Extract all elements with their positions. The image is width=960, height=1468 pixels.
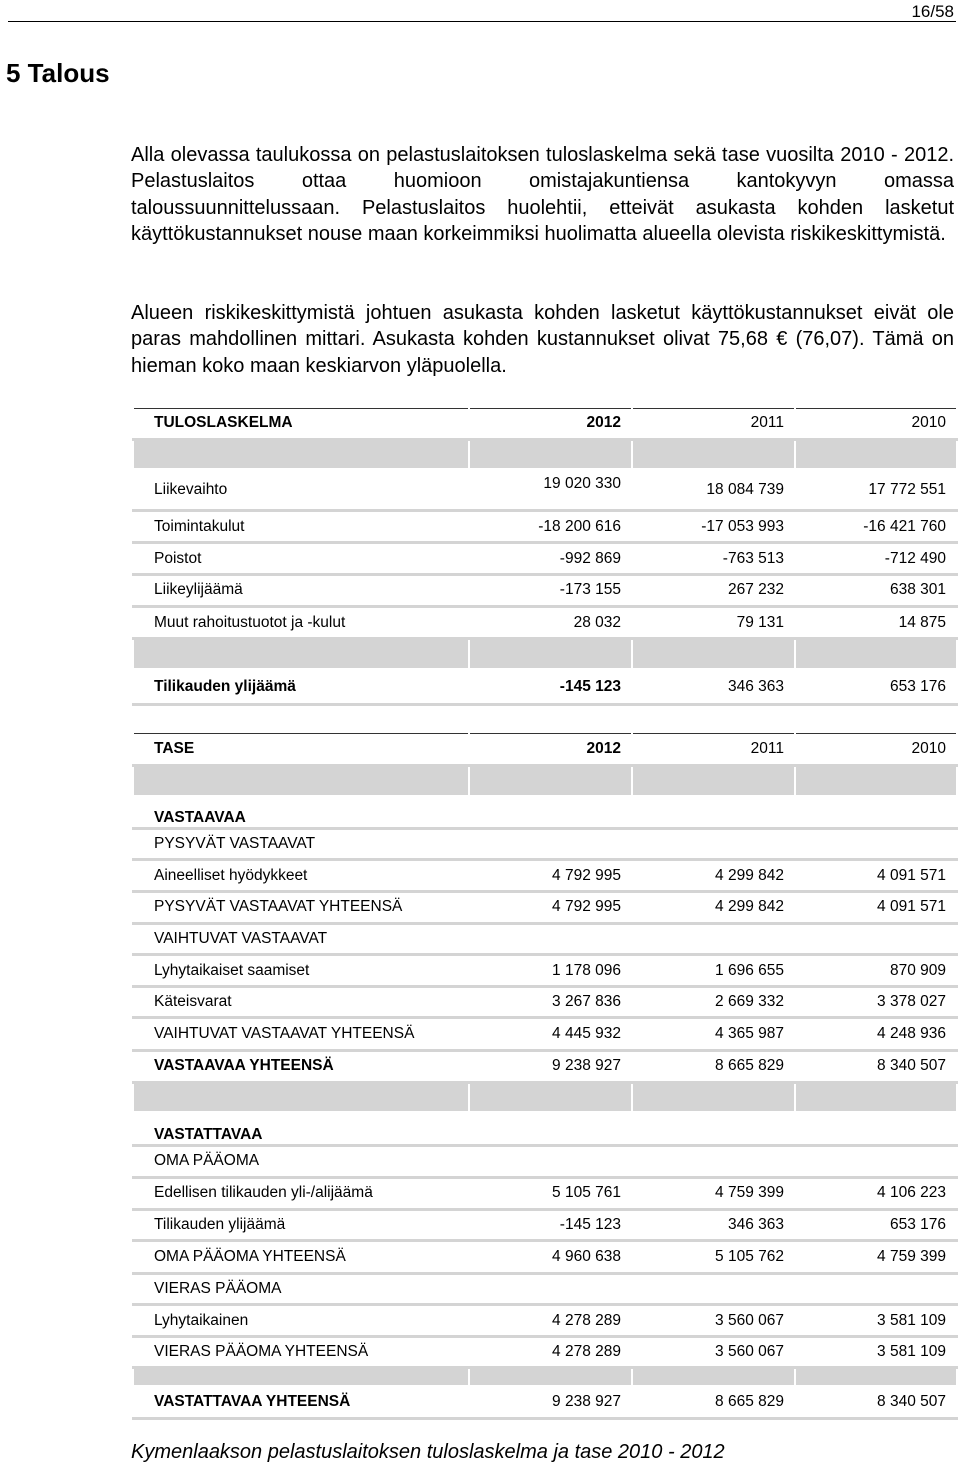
cell-2012: -173 155: [469, 574, 632, 606]
row-label: Toimintakulut: [133, 511, 469, 543]
table-header-cell: 2012: [469, 409, 632, 440]
cell-2012: 4 792 995: [469, 860, 632, 892]
total-row: [133, 1050, 957, 1082]
row-label: Lyhytaikaiset saamiset: [133, 954, 469, 986]
row-label: Tilikauden ylijäämä: [133, 1210, 469, 1241]
total-row: [133, 1386, 957, 1418]
row-label: VASTATTAVAA YHTEENSÄ: [133, 1386, 469, 1418]
spacer-row: [133, 639, 957, 670]
row-label: OMA PÄÄOMA YHTEENSÄ: [133, 1241, 469, 1273]
cell-2010: 4 248 936: [795, 1018, 957, 1050]
row-label: Käteisvarat: [133, 987, 469, 1018]
cell-2011: 79 131: [632, 606, 795, 639]
cell-2012: 9 238 927: [469, 1386, 632, 1418]
cell-2010: -712 490: [795, 543, 957, 575]
cell-2012: 9 238 927: [469, 1050, 632, 1082]
cell-2010: 653 176: [795, 1210, 957, 1241]
cell-2011: 18 084 739: [632, 470, 795, 511]
table-row: [133, 543, 957, 575]
cell-2012: 4 445 932: [469, 1018, 632, 1050]
row-label: VASTAAVAA: [133, 796, 469, 828]
table-row: [133, 987, 957, 1018]
cell-2010: 4 091 571: [795, 892, 957, 923]
table-row: [133, 1304, 957, 1336]
row-label: Aineelliset hyödykkeet: [133, 860, 469, 892]
table-header-row: [133, 409, 957, 440]
page-number: 16/58: [911, 2, 954, 21]
row-label: VASTATTAVAA: [133, 1113, 469, 1145]
table-row: [133, 860, 957, 892]
income-statement-table: [132, 408, 958, 706]
table-header-cell: 2012: [469, 734, 632, 766]
cell-2012: 4 960 638: [469, 1241, 632, 1273]
table-row: [133, 954, 957, 986]
subsection-title-row: [133, 828, 957, 859]
cell-2011: 4 365 987: [632, 1018, 795, 1050]
cell-2011: 4 299 842: [632, 860, 795, 892]
row-label: VAIHTUVAT VASTAAVAT: [133, 923, 469, 954]
cell-2010: 3 581 109: [795, 1337, 957, 1368]
subtotal-row: [133, 1337, 957, 1368]
subsection-title-row: [133, 1145, 957, 1177]
cell-2010: 14 875: [795, 606, 957, 639]
spacer-row: [133, 1083, 957, 1113]
cell-2012: 28 032: [469, 606, 632, 639]
row-label: Tilikauden ylijäämä: [133, 670, 469, 705]
cell-2011: 4 759 399: [632, 1177, 795, 1209]
cell-2010: 3 378 027: [795, 987, 957, 1018]
table-row: [133, 1210, 957, 1241]
cell-2011: 2 669 332: [632, 987, 795, 1018]
row-label: Muut rahoitustuotot ja -kulut: [133, 606, 469, 639]
spacer-row: [133, 1368, 957, 1386]
cell-2012: -145 123: [469, 1210, 632, 1241]
row-label: VIERAS PÄÄOMA YHTEENSÄ: [133, 1337, 469, 1368]
cell-2010: 4 091 571: [795, 860, 957, 892]
balance-sheet-table: [132, 733, 958, 1420]
section-title-row: [133, 1113, 957, 1145]
spacer-row: [133, 766, 957, 796]
table-header-cell: 2010: [795, 734, 957, 766]
cell-2012: 3 267 836: [469, 987, 632, 1018]
row-label: Liikevaihto: [133, 470, 469, 511]
row-label: Poistot: [133, 543, 469, 575]
subtotal-row: [133, 1018, 957, 1050]
cell-2011: 346 363: [632, 670, 795, 705]
cell-2010: 8 340 507: [795, 1050, 957, 1082]
table-header-row: [133, 734, 957, 766]
cell-2012: -18 200 616: [469, 511, 632, 543]
cell-2011: 267 232: [632, 574, 795, 606]
table-header-cell: 2011: [632, 734, 795, 766]
cell-2012: 4 792 995: [469, 892, 632, 923]
cell-2010: -16 421 760: [795, 511, 957, 543]
spacer-row: [133, 439, 957, 470]
cell-2010: 3 581 109: [795, 1304, 957, 1336]
cell-2012: 4 278 289: [469, 1337, 632, 1368]
cell-2011: 5 105 762: [632, 1241, 795, 1273]
cell-2010: 17 772 551: [795, 470, 957, 511]
cell-2011: -17 053 993: [632, 511, 795, 543]
table-row: [133, 511, 957, 543]
table-header-cell: TASE: [133, 734, 469, 766]
cell-2011: 1 696 655: [632, 954, 795, 986]
cell-2012: 5 105 761: [469, 1177, 632, 1209]
table-row: [133, 470, 957, 511]
cell-2010: 8 340 507: [795, 1386, 957, 1418]
row-label: Edellisen tilikauden yli-/alijäämä: [133, 1177, 469, 1209]
cell-2012: -992 869: [469, 543, 632, 575]
subsection-title-row: [133, 1273, 957, 1304]
table-header-cell: 2011: [632, 409, 795, 440]
cell-2012: 19 020 330: [469, 470, 632, 511]
section-heading: 5 Talous: [6, 58, 110, 88]
table-caption: Kymenlaakson pelastuslaitoksen tuloslaskelma ja tase 2010 - 2012: [131, 1441, 725, 1463]
row-label: VIERAS PÄÄOMA: [133, 1273, 469, 1304]
cell-2010: 4 759 399: [795, 1241, 957, 1273]
cell-2010: 638 301: [795, 574, 957, 606]
row-label: OMA PÄÄOMA: [133, 1145, 469, 1177]
row-label: VASTAAVAA YHTEENSÄ: [133, 1050, 469, 1082]
cell-2011: 4 299 842: [632, 892, 795, 923]
subtotal-row: [133, 1241, 957, 1273]
cell-2011: 3 560 067: [632, 1337, 795, 1368]
cell-2012: 4 278 289: [469, 1304, 632, 1336]
row-label: Liikeylijäämä: [133, 574, 469, 606]
cost-paragraph: Alueen riskikeskittymistä johtuen asukasta kohden lasketut käyttökustannukset eivät ole paras mahdollinen mittari. Asukasta kohden kustannukset olivat 75,68 € (76,07). Tämä on hieman koko maan keskiarvon yläpuolella.: [131, 302, 954, 377]
table-row: [133, 1177, 957, 1209]
cell-2010: 653 176: [795, 670, 957, 705]
intro-paragraph: Alla olevassa taulukossa on pelastuslaitoksen tuloslaskelma sekä tase vuosilta 2010 - 2012. Pelastuslaitos ottaa huomioon omistajakuntiensa kantokyvyn omassa taloussuunnittelussaan. Pelastuslaitos huolehtii, etteivät asukasta kohden lasketut käyttökustannukset nouse maan korkeimmiksi huolimatta alueella olevista riskikeskittymistä.: [131, 144, 954, 245]
cell-2010: 870 909: [795, 954, 957, 986]
row-label: VAIHTUVAT VASTAAVAT YHTEENSÄ: [133, 1018, 469, 1050]
table-row: [133, 606, 957, 639]
cell-2012: 1 178 096: [469, 954, 632, 986]
cell-2012: -145 123: [469, 670, 632, 705]
cell-2011: 8 665 829: [632, 1050, 795, 1082]
subsection-title-row: [133, 923, 957, 954]
cell-2011: 346 363: [632, 1210, 795, 1241]
row-label: PYSYVÄT VASTAAVAT: [133, 828, 469, 859]
header-rule: [8, 21, 956, 22]
row-label: Lyhytaikainen: [133, 1304, 469, 1336]
row-label: PYSYVÄT VASTAAVAT YHTEENSÄ: [133, 892, 469, 923]
cell-2010: 4 106 223: [795, 1177, 957, 1209]
total-row: [133, 670, 957, 705]
cell-2011: -763 513: [632, 543, 795, 575]
table-header-cell: 2010: [795, 409, 957, 440]
cell-2011: 3 560 067: [632, 1304, 795, 1336]
cell-2011: 8 665 829: [632, 1386, 795, 1418]
table-row: [133, 574, 957, 606]
section-title-row: [133, 796, 957, 828]
subtotal-row: [133, 892, 957, 923]
table-header-cell: TULOSLASKELMA: [133, 409, 469, 440]
